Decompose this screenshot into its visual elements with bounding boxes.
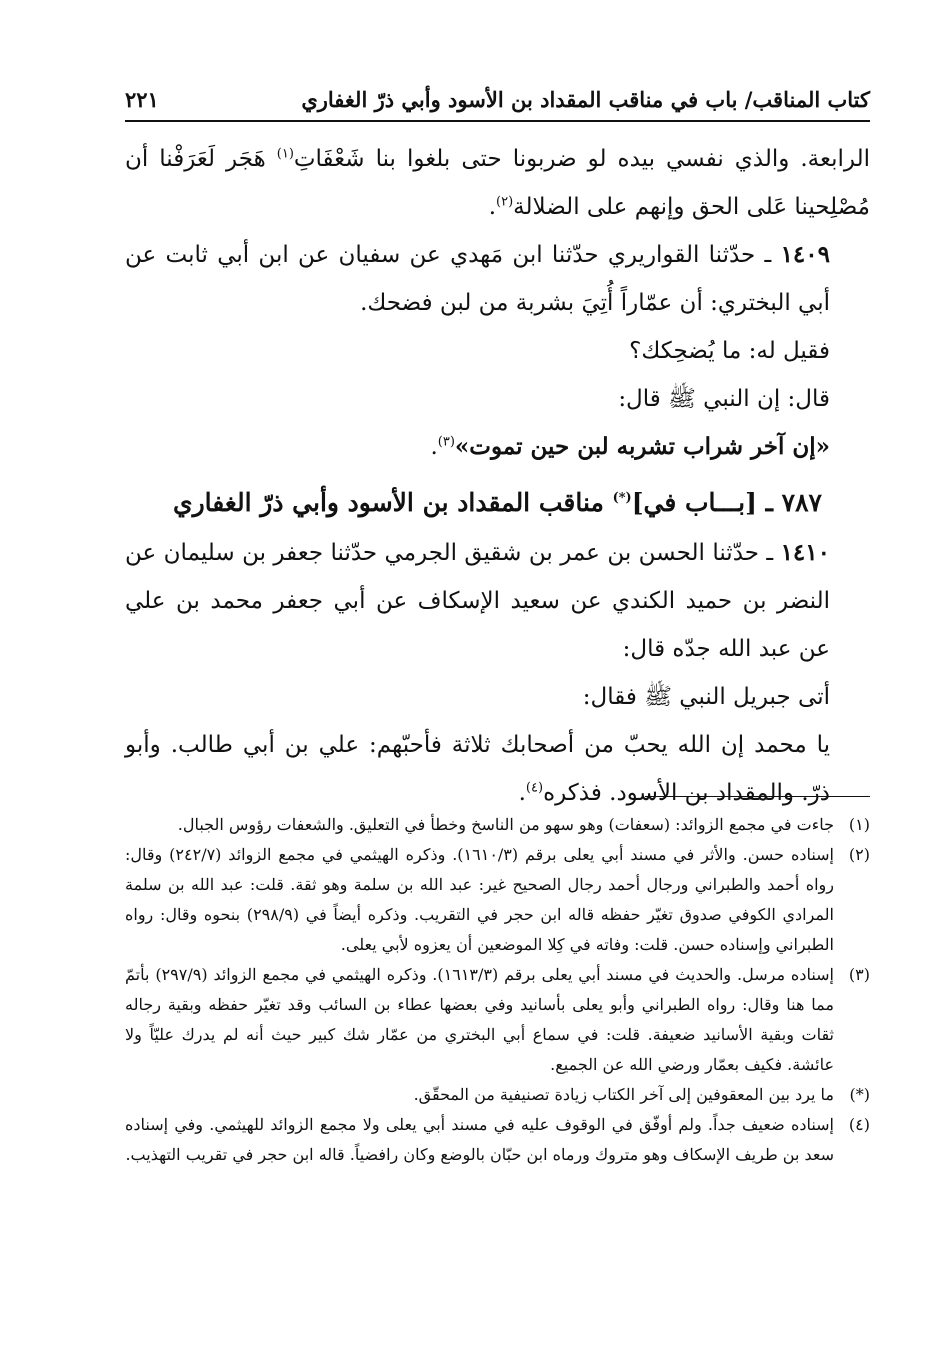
hadith-text: ـ حدّثنا الحسن بن عمر بن شقيق الجرمي حدّثنا جعفر بن سليمان عن النضر بن حميد الكندي عن سعيد الإسكاف عن أبي جعفر محمد بن علي عن عبد الله جدّه قال:	[125, 540, 830, 662]
footnote-mark: (٤)	[848, 1115, 870, 1134]
hadith-quote: «إن آخر شراب تشربه لبن حين تموت»	[454, 433, 830, 460]
quote-line	[125, 673, 870, 721]
text-run: .	[488, 194, 497, 220]
text-run: هَجَر لَعَرَفْنا أن مُصْلِحينا عَلى الحق وإنهم على الضلالة	[125, 146, 870, 220]
footnote-ref[interactable]: (١)	[276, 146, 294, 162]
text-run: .	[430, 434, 438, 460]
chapter-heading	[125, 479, 870, 527]
text-run: قال: إن النبي ﷺ قال:	[618, 386, 830, 412]
footnote-mark: (٢)	[848, 845, 870, 864]
footnote-ref[interactable]: (٤)	[525, 780, 544, 796]
footnote-mark: (*)	[849, 1085, 870, 1104]
quote-line	[125, 375, 870, 423]
quote-line	[125, 721, 870, 817]
footnote	[125, 840, 870, 960]
hadith-text: ـ حدّثنا القواريري حدّثنا ابن مَهدي عن سفيان عن ابن أبي ثابت عن أبي البختري: أن عمّاراً أُتِيَ بشربة من لبن فضحك.	[125, 242, 830, 316]
quote-line	[125, 327, 870, 375]
hadith-number: ١٤٠٩	[780, 241, 830, 268]
footnote-text: إسناده مرسل. والحديث في مسند أبي يعلى برقم (١٦١٣/٣). وذكره الهيثمي في مجمع الزوائد (٢٩٧/٩) بأتمّ مما هنا وقال: رواه الطبراني وأبو يعلى بأسانيد وفي بعضها عطاء بن السائب وقد تغيّر حفظه وبقية رجاله ثقات وبقية الأسانيد ضعيفة. قلت: في سماع أبي البختري من عمّار شك كبير حيث أنه لم يدرك عليّاً ولا عائشة. فكيف بعمّار ورضي الله عن الجميع.	[125, 965, 834, 1074]
footnote	[125, 1080, 870, 1110]
footnote-text: جاءت في مجمع الزوائد: (سعفات) وهو سهو من الناسخ وخطأ في التعليق. والشعفات رؤوس الجبال.	[177, 815, 834, 834]
hadith-1410	[125, 529, 870, 673]
text-run: فقيل له: ما يُضحِكك؟	[629, 338, 830, 364]
footnote-rule	[645, 796, 870, 797]
chapter-title: مناقب المقداد بن الأسود وأبي ذرّ الغفاري	[173, 488, 613, 517]
page-number: ٢٢١	[125, 86, 159, 112]
hadith-number: ١٤١٠	[780, 539, 830, 566]
text-run: يا محمد إن الله يحبّ من أصحابك ثلاثة فأحبّهم: علي بن أبي طالب. وأبو ذرّ. والمقداد بن الأسود. فذكره	[125, 732, 830, 806]
footnote	[125, 1110, 870, 1170]
footnote-mark: (٣)	[848, 965, 870, 984]
text-run: .	[518, 780, 526, 806]
footnote-text: إسناده ضعيف جداً. ولم أوفّق في الوقوف عليه في مسند أبي يعلى ولا مجمع الزوائد للهيثمي. وفي إسناده سعد بن طريف الإسكاف وهو متروك ورماه ابن حبّان بالوضع وكان رافضياً. قاله ابن حجر في تقريب التهذيب.	[125, 1115, 835, 1164]
paragraph-continuation	[125, 135, 870, 231]
footnote-text: ما يرد بين المعقوفين إلى آخر الكتاب زيادة تصنيفية من المحقّق.	[413, 1085, 834, 1104]
hadith-1409	[125, 231, 870, 327]
text-run: الرابعة. والذي نفسي بيده لو ضربونا حتى بلغوا بنا شَعْفَاتِ	[293, 146, 870, 172]
running-title: كتاب المناقب/ باب في مناقب المقداد بن الأسود وأبي ذرّ الغفاري	[301, 86, 870, 112]
page-header	[125, 80, 870, 118]
footnote-ref[interactable]: (٣)	[437, 434, 455, 450]
header-rule	[125, 120, 870, 122]
chapter-title: ٧٨٧ ـ [بـــاب في]	[631, 488, 822, 517]
footnotes	[125, 810, 870, 1170]
main-text	[125, 135, 870, 817]
text-run: أتى جبريل النبي ﷺ فقال:	[582, 684, 830, 710]
footnote-ref[interactable]: (*)	[612, 490, 632, 506]
footnote-mark: (١)	[848, 815, 870, 834]
quote-line	[125, 423, 870, 471]
footnote	[125, 810, 870, 840]
footnote-text: إسناده حسن. والأثر في مسند أبي يعلى برقم (١٦١٠/٣). وذكره الهيثمي في مجمع الزوائد (٢٤٢/٧) وقال: رواه أحمد والطبراني ورجال أحمد رجال الصحيح غير: عبد الله بن سلمة وهو ثقة. قلت: عبد الله بن سلمة المرادي الكوفي صدوق تغيّر حفظه قاله ابن حجر في التقريب. وذكره أيضاً في (٢٩٨/٩) بنحوه وقال: رواه الطبراني وإسناده حسن. قلت: وفاته في كِلا الموضعين أن يعزوه لأبي يعلى.	[125, 845, 835, 954]
footnote-ref[interactable]: (٢)	[496, 194, 514, 210]
footnote	[125, 960, 870, 1080]
